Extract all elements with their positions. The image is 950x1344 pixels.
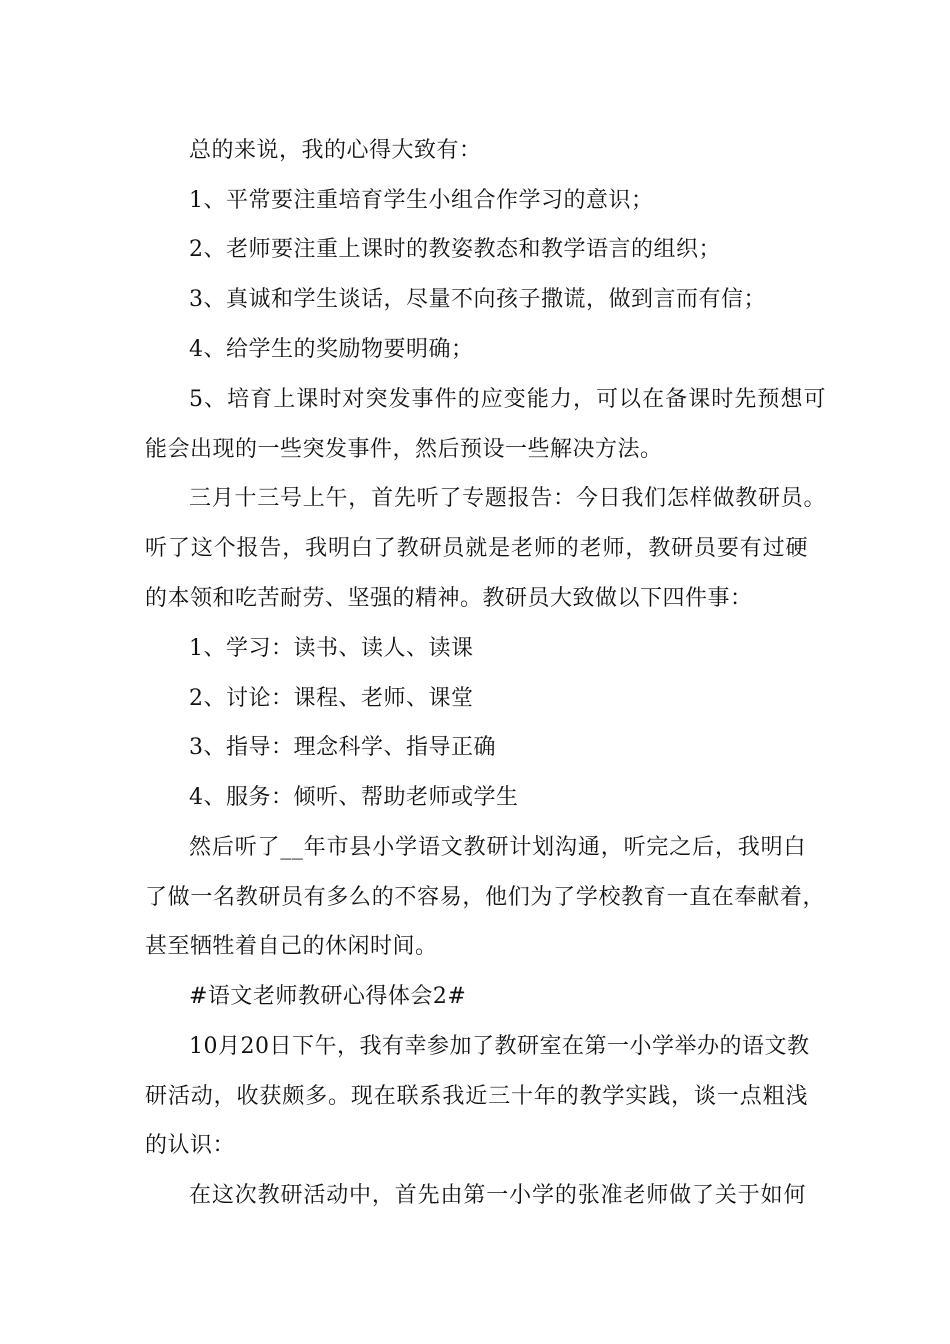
- list-item: 2、讨论：课程、老师、课堂: [189, 686, 474, 711]
- paragraph-line: 三月十三号上午，首先听了专题报告：今日我们怎样做教研员。: [189, 486, 826, 511]
- paragraph-line: 的本领和吃苦耐劳、坚强的精神。教研员大致做以下四件事：: [145, 586, 753, 611]
- paragraph-line: 甚至牺牲着自己的休闲时间。: [145, 934, 438, 959]
- paragraph-line: 听了这个报告，我明白了教研员就是老师的老师，教研员要有过硬: [145, 536, 808, 561]
- paragraph-line: 研活动，收获颇多。现在联系我近三十年的教学实践，谈一点粗浅: [145, 1084, 808, 1109]
- paragraph-line: 了做一名教研员有多么的不容易，他们为了学校教育一直在奉献着，: [145, 885, 825, 910]
- list-item: 3、真诚和学生谈话，尽量不向孩子撒谎，做到言而有信；: [189, 287, 766, 312]
- paragraph-line: 然后听了__年市县小学语文教研计划沟通，听完之后，我明白: [189, 835, 806, 860]
- paragraph-line: 能会出现的一些突发事件，然后预设一些解决方法。: [145, 437, 663, 462]
- list-item: 4、给学生的奖励物要明确；: [189, 337, 474, 362]
- list-item: 1、平常要注重培育学生小组合作学习的意识；: [189, 188, 654, 213]
- section-heading: #语文老师教研心得体会2#: [189, 984, 467, 1009]
- list-item: 5、培育上课时对突发事件的应变能力，可以在备课时先预想可: [189, 387, 826, 412]
- paragraph-line: 的认识：: [145, 1133, 236, 1158]
- list-item: 1、学习：读书、读人、读课: [189, 636, 474, 661]
- paragraph-line: 10月20日下午，我有幸参加了教研室在第一小学举办的语文教: [189, 1034, 810, 1059]
- paragraph-line: 总的来说，我的心得大致有：: [189, 138, 482, 163]
- paragraph-line: 在这次教研活动中，首先由第一小学的张准老师做了关于如何: [189, 1183, 806, 1208]
- list-item: 3、指导：理念科学、指导正确: [189, 735, 496, 760]
- list-item: 2、老师要注重上课时的教姿教态和教学语言的组织；: [189, 237, 721, 262]
- list-item: 4、服务：倾听、帮助老师或学生: [189, 785, 519, 810]
